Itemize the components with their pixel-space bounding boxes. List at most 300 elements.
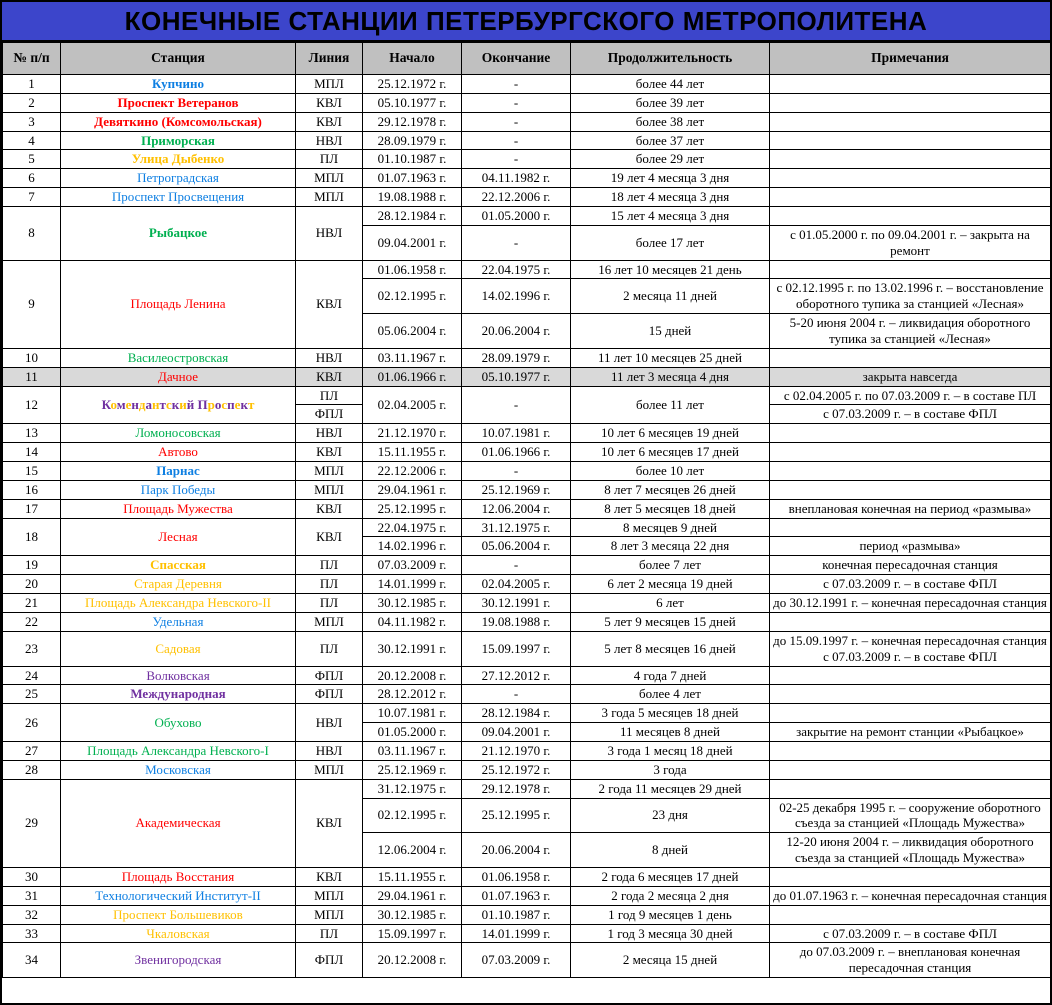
note-cell: с 01.05.2000 г. по 09.04.2001 г. – закрыта на ремонт [770, 225, 1051, 260]
duration-cell: 3 года [571, 760, 770, 779]
start-date-cell: 28.09.1979 г. [363, 131, 462, 150]
table-row [3, 188, 1051, 207]
row-number-cell: 14 [3, 443, 61, 462]
table-row [3, 386, 1051, 405]
end-date-cell: 25.12.1969 г. [462, 480, 571, 499]
start-date-cell: 05.10.1977 г. [363, 93, 462, 112]
row-number-cell: 5 [3, 150, 61, 169]
duration-cell: более 17 лет [571, 225, 770, 260]
station-name: Ломоносовская [135, 425, 221, 441]
station-cell [61, 631, 296, 666]
column-header: Линия [296, 43, 363, 75]
table-row [3, 612, 1051, 631]
station-name: Международная [130, 686, 226, 702]
row-number-cell: 15 [3, 462, 61, 481]
start-date-cell: 02.12.1995 г. [363, 798, 462, 833]
end-date-cell: 14.01.1999 г. [462, 924, 571, 943]
table-row [3, 499, 1051, 518]
end-date-cell: 12.06.2004 г. [462, 499, 571, 518]
station-name: Старая Деревня [134, 576, 222, 592]
row-number-cell: 16 [3, 480, 61, 499]
station-name: Волковская [146, 667, 210, 683]
station-name: Автово [158, 444, 198, 460]
duration-cell: 6 лет 2 месяца 19 дней [571, 575, 770, 594]
note-cell [770, 75, 1051, 94]
line-code-cell: ФПЛ [296, 405, 363, 424]
row-number-cell: 11 [3, 367, 61, 386]
table-row [3, 886, 1051, 905]
table-row [3, 575, 1051, 594]
station-cell [61, 386, 296, 424]
station-cell [61, 443, 296, 462]
end-date-cell: 21.12.1970 г. [462, 741, 571, 760]
line-code-cell: КВЛ [296, 112, 363, 131]
row-number-cell: 13 [3, 424, 61, 443]
column-header: Станция [61, 43, 296, 75]
station-name: Рыбацкое [148, 225, 208, 241]
table-row [3, 704, 1051, 723]
duration-cell: 2 месяца 11 дней [571, 279, 770, 314]
line-code-cell: МПЛ [296, 612, 363, 631]
start-date-cell: 01.10.1987 г. [363, 150, 462, 169]
note-cell [770, 631, 1051, 666]
station-cell [61, 867, 296, 886]
start-date-cell: 20.12.2008 г. [363, 943, 462, 978]
station-name: Обухово [154, 714, 202, 730]
start-date-cell: 15.11.1955 г. [363, 867, 462, 886]
station-cell [61, 367, 296, 386]
station-name: Девяткино (Комсомольская) [94, 113, 262, 129]
duration-cell: 10 лет 6 месяцев 17 дней [571, 443, 770, 462]
row-number-cell: 34 [3, 943, 61, 978]
note-cell [770, 424, 1051, 443]
end-date-cell: 31.12.1975 г. [462, 518, 571, 537]
station-cell [61, 905, 296, 924]
table-row [3, 480, 1051, 499]
start-date-cell: 29.04.1961 г. [363, 886, 462, 905]
duration-cell: более 4 лет [571, 685, 770, 704]
line-code-cell: МПЛ [296, 760, 363, 779]
duration-cell: 3 года 5 месяцев 18 дней [571, 704, 770, 723]
end-date-cell: 20.06.2004 г. [462, 314, 571, 349]
note-cell: с 07.03.2009 г. – в составе ФПЛ [770, 405, 1051, 424]
row-number-cell: 25 [3, 685, 61, 704]
line-code-cell: ПЛ [296, 556, 363, 575]
station-cell [61, 169, 296, 188]
row-number-cell: 2 [3, 93, 61, 112]
station-cell [61, 612, 296, 631]
row-number-cell: 9 [3, 260, 61, 348]
table-row [3, 666, 1051, 685]
line-code-cell: КВЛ [296, 867, 363, 886]
end-date-cell: - [462, 225, 571, 260]
start-date-cell: 29.04.1961 г. [363, 480, 462, 499]
table-row [3, 348, 1051, 367]
note-cell [770, 704, 1051, 723]
duration-cell: более 11 лет [571, 386, 770, 424]
note-cell: 12-20 июня 2004 г. – ликвидация оборотного съезда за станцией «Площадь Мужества» [770, 833, 1051, 868]
table-row [3, 93, 1051, 112]
end-date-cell: 04.11.1982 г. [462, 169, 571, 188]
column-header: Окончание [462, 43, 571, 75]
line-code-cell: ПЛ [296, 386, 363, 405]
station-cell [61, 260, 296, 348]
station-cell [61, 518, 296, 556]
note-cell: период «размыва» [770, 537, 1051, 556]
station-cell [61, 575, 296, 594]
line-code-cell: КВЛ [296, 518, 363, 556]
duration-cell: 10 лет 6 месяцев 19 дней [571, 424, 770, 443]
line-code-cell: КВЛ [296, 367, 363, 386]
start-date-cell: 02.12.1995 г. [363, 279, 462, 314]
end-date-cell: 01.05.2000 г. [462, 207, 571, 226]
table-body [3, 75, 1051, 978]
row-number-cell: 32 [3, 905, 61, 924]
note-cell [770, 443, 1051, 462]
note-cell [770, 131, 1051, 150]
start-date-cell: 12.06.2004 г. [363, 833, 462, 868]
table-row [3, 556, 1051, 575]
station-cell [61, 112, 296, 131]
note-text: с 07.03.2009 г. – в составе ФПЛ [823, 648, 997, 664]
duration-cell: 1 год 9 месяцев 1 день [571, 905, 770, 924]
table-row [3, 260, 1051, 279]
note-cell: до 01.07.1963 г. – конечная пересадочная станция [770, 886, 1051, 905]
note-cell [770, 188, 1051, 207]
table-row [3, 207, 1051, 226]
row-number-cell: 24 [3, 666, 61, 685]
end-date-cell: 25.12.1995 г. [462, 798, 571, 833]
table-row [3, 594, 1051, 613]
line-code-cell: НВЛ [296, 131, 363, 150]
start-date-cell: 30.12.1991 г. [363, 631, 462, 666]
duration-cell: 8 лет 7 месяцев 26 дней [571, 480, 770, 499]
row-number-cell: 31 [3, 886, 61, 905]
line-code-cell: НВЛ [296, 741, 363, 760]
duration-cell: 1 год 3 месяца 30 дней [571, 924, 770, 943]
column-header: № п/п [3, 43, 61, 75]
end-date-cell: 05.10.1977 г. [462, 367, 571, 386]
end-date-cell: 01.07.1963 г. [462, 886, 571, 905]
table-row [3, 75, 1051, 94]
station-name: Садовая [155, 640, 201, 656]
row-number-cell: 19 [3, 556, 61, 575]
end-date-cell: 09.04.2001 г. [462, 723, 571, 742]
end-date-cell: - [462, 131, 571, 150]
note-text: до 15.09.1997 г. – конечная пересадочная станция [773, 632, 1047, 648]
note-cell: с 07.03.2009 г. – в составе ФПЛ [770, 575, 1051, 594]
table-row [3, 112, 1051, 131]
station-name: Лесная [158, 529, 198, 545]
start-date-cell: 09.04.2001 г. [363, 225, 462, 260]
station-name: Приморская [141, 132, 215, 148]
line-code-cell: ПЛ [296, 924, 363, 943]
end-date-cell: - [462, 93, 571, 112]
end-date-cell: 02.04.2005 г. [462, 575, 571, 594]
note-cell [770, 518, 1051, 537]
station-name: Площадь Александра Невского-II [84, 595, 272, 611]
station-name: Петроградская [137, 170, 219, 186]
line-code-cell: КВЛ [296, 499, 363, 518]
start-date-cell: 14.01.1999 г. [363, 575, 462, 594]
table-row [3, 150, 1051, 169]
start-date-cell: 22.12.2006 г. [363, 462, 462, 481]
start-date-cell: 03.11.1967 г. [363, 741, 462, 760]
line-code-cell: МПЛ [296, 169, 363, 188]
line-code-cell: НВЛ [296, 704, 363, 742]
row-number-cell: 26 [3, 704, 61, 742]
end-date-cell: 01.06.1966 г. [462, 443, 571, 462]
station-cell [61, 462, 296, 481]
end-date-cell: 19.08.1988 г. [462, 612, 571, 631]
note-cell [770, 612, 1051, 631]
row-number-cell: 8 [3, 207, 61, 261]
row-number-cell: 7 [3, 188, 61, 207]
end-date-cell: 07.03.2009 г. [462, 943, 571, 978]
table-row [3, 924, 1051, 943]
column-header: Примечания [770, 43, 1051, 75]
note-cell [770, 462, 1051, 481]
row-number-cell: 33 [3, 924, 61, 943]
end-date-cell: - [462, 685, 571, 704]
start-date-cell: 28.12.1984 г. [363, 207, 462, 226]
end-date-cell: 22.12.2006 г. [462, 188, 571, 207]
line-code-cell: МПЛ [296, 75, 363, 94]
start-date-cell: 30.12.1985 г. [363, 905, 462, 924]
start-date-cell: 10.07.1981 г. [363, 704, 462, 723]
duration-cell: 2 года 6 месяцев 17 дней [571, 867, 770, 886]
station-cell [61, 499, 296, 518]
start-date-cell: 04.11.1982 г. [363, 612, 462, 631]
end-date-cell: - [462, 556, 571, 575]
table-row [3, 518, 1051, 537]
note-cell [770, 779, 1051, 798]
line-code-cell: МПЛ [296, 188, 363, 207]
station-cell [61, 943, 296, 978]
line-code-cell: ФПЛ [296, 685, 363, 704]
station-name: Чкаловская [146, 925, 210, 941]
page-title: КОНЕЧНЫЕ СТАНЦИИ ПЕТЕРБУРГСКОГО МЕТРОПОЛИТЕНА [2, 2, 1050, 42]
station-cell [61, 886, 296, 905]
row-number-cell: 22 [3, 612, 61, 631]
table-row [3, 943, 1051, 978]
row-number-cell: 4 [3, 131, 61, 150]
line-code-cell: ПЛ [296, 150, 363, 169]
note-cell: конечная пересадочная станция [770, 556, 1051, 575]
station-name: Удельная [152, 613, 204, 629]
duration-cell: 11 лет 10 месяцев 25 дней [571, 348, 770, 367]
duration-cell: 18 лет 4 месяца 3 дня [571, 188, 770, 207]
note-cell [770, 760, 1051, 779]
end-date-cell: 28.09.1979 г. [462, 348, 571, 367]
line-code-cell: ПЛ [296, 594, 363, 613]
duration-cell: 11 лет 3 месяца 4 дня [571, 367, 770, 386]
duration-cell: 8 дней [571, 833, 770, 868]
station-name: Спасская [150, 557, 206, 573]
start-date-cell: 29.12.1978 г. [363, 112, 462, 131]
row-number-cell: 1 [3, 75, 61, 94]
end-date-cell: 01.10.1987 г. [462, 905, 571, 924]
note-cell [770, 741, 1051, 760]
table-row [3, 367, 1051, 386]
end-date-cell: 14.02.1996 г. [462, 279, 571, 314]
duration-cell: 23 дня [571, 798, 770, 833]
station-cell [61, 924, 296, 943]
note-cell [770, 666, 1051, 685]
row-number-cell: 20 [3, 575, 61, 594]
station-name: Парк Победы [140, 481, 216, 497]
line-code-cell: НВЛ [296, 348, 363, 367]
table-row [3, 443, 1051, 462]
note-cell: с 02.04.2005 г. по 07.03.2009 г. – в составе ПЛ [770, 386, 1051, 405]
table-row [3, 685, 1051, 704]
row-number-cell: 10 [3, 348, 61, 367]
station-name: Звенигородская [134, 952, 222, 968]
station-name: Московская [145, 761, 211, 777]
start-date-cell: 25.12.1995 г. [363, 499, 462, 518]
duration-cell: более 7 лет [571, 556, 770, 575]
start-date-cell: 15.09.1997 г. [363, 924, 462, 943]
station-cell [61, 75, 296, 94]
station-cell [61, 480, 296, 499]
note-cell: закрытие на ремонт станции «Рыбацкое» [770, 723, 1051, 742]
station-cell [61, 556, 296, 575]
duration-cell: 3 года 1 месяц 18 дней [571, 741, 770, 760]
station-cell [61, 685, 296, 704]
table-row [3, 779, 1051, 798]
note-cell: закрыта навсегда [770, 367, 1051, 386]
row-number-cell: 17 [3, 499, 61, 518]
note-cell [770, 112, 1051, 131]
note-cell: с 07.03.2009 г. – в составе ФПЛ [770, 924, 1051, 943]
start-date-cell: 20.12.2008 г. [363, 666, 462, 685]
start-date-cell: 01.06.1958 г. [363, 260, 462, 279]
table-row [3, 760, 1051, 779]
station-cell [61, 666, 296, 685]
duration-cell: 4 года 7 дней [571, 666, 770, 685]
end-date-cell: 15.09.1997 г. [462, 631, 571, 666]
duration-cell: 19 лет 4 месяца 3 дня [571, 169, 770, 188]
station-cell [61, 704, 296, 742]
station-name: Площадь Ленина [130, 296, 226, 312]
duration-cell: 2 месяца 15 дней [571, 943, 770, 978]
row-number-cell: 6 [3, 169, 61, 188]
duration-cell: более 10 лет [571, 462, 770, 481]
duration-cell: более 38 лет [571, 112, 770, 131]
table-row [3, 169, 1051, 188]
start-date-cell: 01.07.1963 г. [363, 169, 462, 188]
station-cell [61, 131, 296, 150]
end-date-cell: 27.12.2012 г. [462, 666, 571, 685]
station-cell [61, 207, 296, 261]
line-code-cell: МПЛ [296, 905, 363, 924]
end-date-cell: 01.06.1958 г. [462, 867, 571, 886]
station-name: Комендантский Проспект [101, 397, 255, 413]
table-row [3, 867, 1051, 886]
table-row [3, 424, 1051, 443]
station-cell [61, 188, 296, 207]
duration-cell: более 44 лет [571, 75, 770, 94]
station-cell [61, 594, 296, 613]
start-date-cell: 21.12.1970 г. [363, 424, 462, 443]
note-cell: с 02.12.1995 г. по 13.02.1996 г. – восстановление оборотного тупика за станцией «Лесная» [770, 279, 1051, 314]
table-row [3, 131, 1051, 150]
line-code-cell: МПЛ [296, 886, 363, 905]
line-code-cell: МПЛ [296, 462, 363, 481]
row-number-cell: 30 [3, 867, 61, 886]
station-name: Василеостровская [127, 349, 229, 365]
station-name: Площадь Александра Невского-I [87, 742, 269, 758]
station-name: Купчино [152, 76, 204, 91]
note-cell [770, 207, 1051, 226]
start-date-cell: 25.12.1972 г. [363, 75, 462, 94]
start-date-cell: 15.11.1955 г. [363, 443, 462, 462]
station-name: Дачное [157, 368, 199, 384]
duration-cell: 15 лет 4 месяца 3 дня [571, 207, 770, 226]
table-row [3, 631, 1051, 666]
station-name: Технологический Институт-II [95, 887, 261, 903]
end-date-cell: - [462, 75, 571, 94]
note-cell [770, 905, 1051, 924]
duration-cell: 5 лет 9 месяцев 15 дней [571, 612, 770, 631]
note-cell: 02-25 декабря 1995 г. – сооружение оборотного съезда за станцией «Площадь Мужества» [770, 798, 1051, 833]
start-date-cell: 01.06.1966 г. [363, 367, 462, 386]
line-code-cell: КВЛ [296, 93, 363, 112]
station-cell [61, 424, 296, 443]
station-name: Проспект Большевиков [113, 906, 243, 922]
column-header: Продолжительность [571, 43, 770, 75]
line-code-cell: ФПЛ [296, 943, 363, 978]
station-cell [61, 760, 296, 779]
duration-cell: 15 дней [571, 314, 770, 349]
stations-table [2, 42, 1051, 978]
start-date-cell: 05.06.2004 г. [363, 314, 462, 349]
table-row [3, 741, 1051, 760]
end-date-cell: 05.06.2004 г. [462, 537, 571, 556]
station-cell [61, 348, 296, 367]
station-name: Проспект Ветеранов [117, 94, 239, 110]
table-row [3, 905, 1051, 924]
row-number-cell: 28 [3, 760, 61, 779]
note-cell [770, 150, 1051, 169]
end-date-cell: - [462, 150, 571, 169]
duration-cell: более 39 лет [571, 93, 770, 112]
duration-cell: 8 лет 3 месяца 22 дня [571, 537, 770, 556]
duration-cell: 8 лет 5 месяцев 18 дней [571, 499, 770, 518]
end-date-cell: - [462, 112, 571, 131]
duration-cell: 5 лет 8 месяцев 16 дней [571, 631, 770, 666]
row-number-cell: 27 [3, 741, 61, 760]
note-cell: до 07.03.2009 г. – внеплановая конечная пересадочная станция [770, 943, 1051, 978]
note-cell [770, 93, 1051, 112]
row-number-cell: 29 [3, 779, 61, 867]
station-name: Парнас [156, 463, 200, 479]
end-date-cell: 30.12.1991 г. [462, 594, 571, 613]
station-name: Улица Дыбенко [131, 151, 225, 167]
line-code-cell: ФПЛ [296, 666, 363, 685]
start-date-cell: 19.08.1988 г. [363, 188, 462, 207]
end-date-cell: 20.06.2004 г. [462, 833, 571, 868]
start-date-cell: 28.12.2012 г. [363, 685, 462, 704]
start-date-cell: 01.05.2000 г. [363, 723, 462, 742]
end-date-cell: 29.12.1978 г. [462, 779, 571, 798]
end-date-cell: 10.07.1981 г. [462, 424, 571, 443]
line-code-cell: НВЛ [296, 424, 363, 443]
duration-cell: 2 года 2 месяца 2 дня [571, 886, 770, 905]
start-date-cell: 07.03.2009 г. [363, 556, 462, 575]
note-cell [770, 348, 1051, 367]
line-code-cell: МПЛ [296, 480, 363, 499]
